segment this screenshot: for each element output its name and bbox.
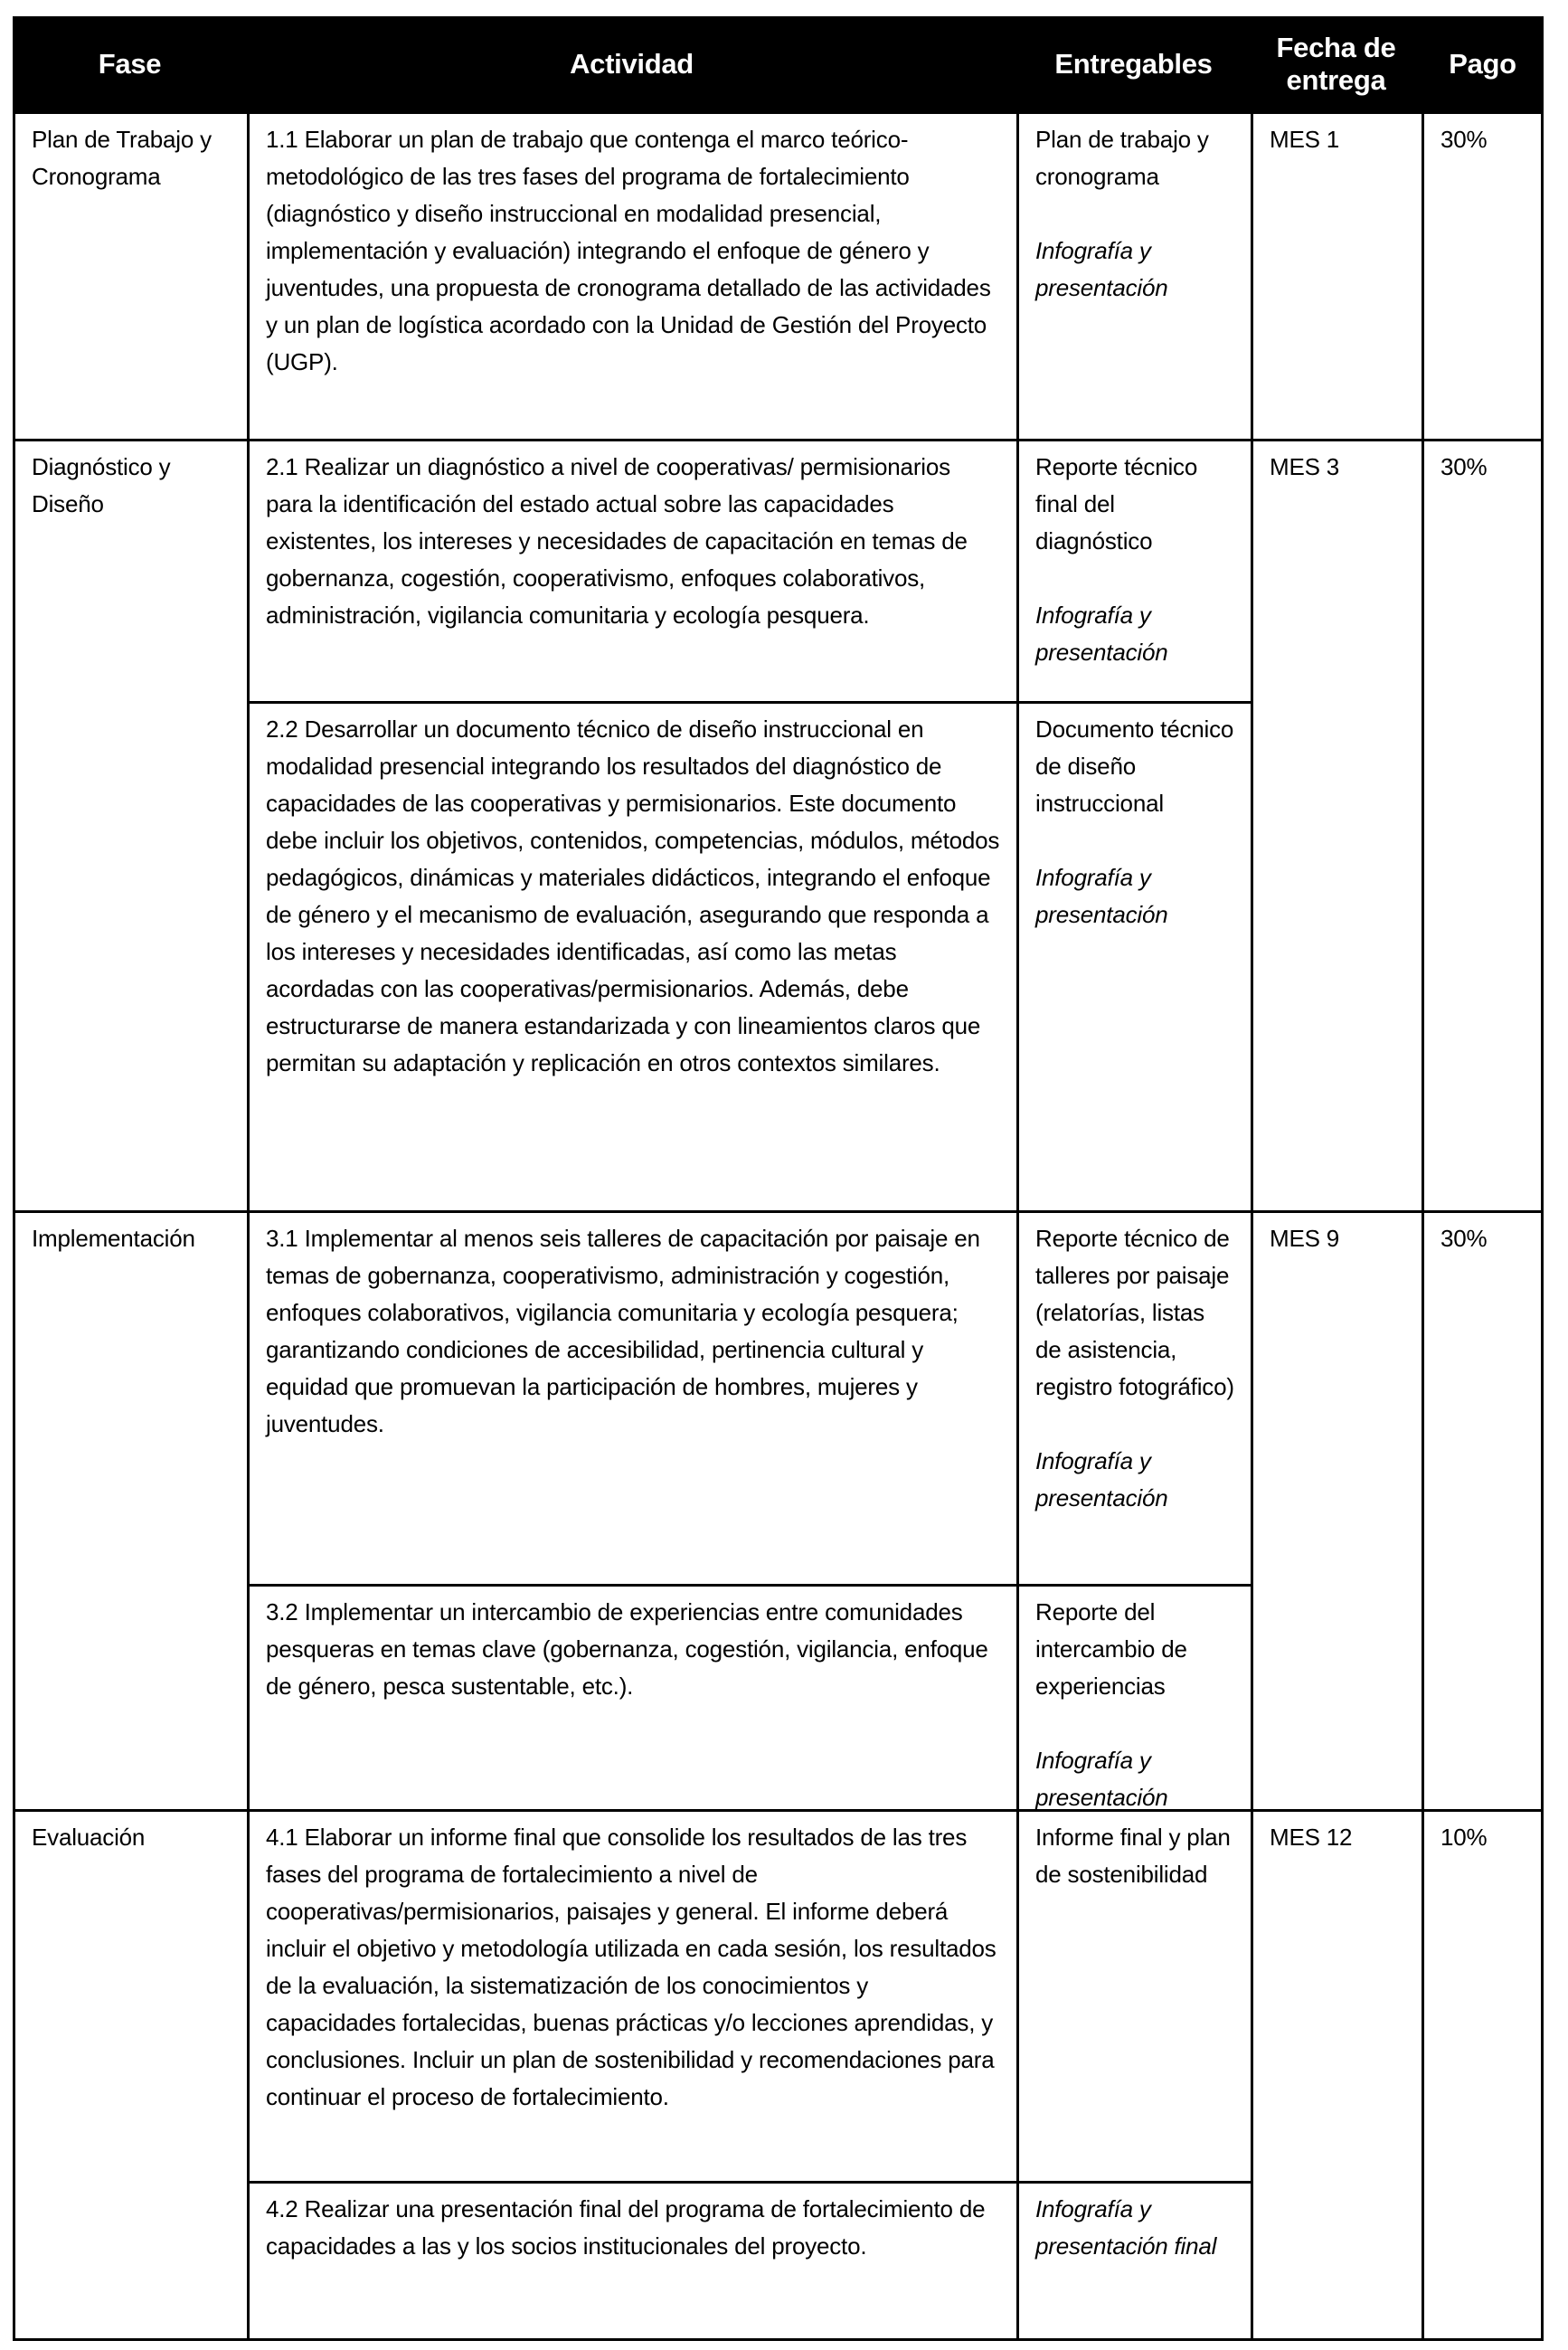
deliverable-text: Informe final y plan de sostenibilidad <box>1035 1824 1231 1888</box>
deliverable-italic-text: Infografía y presentación <box>1035 864 1168 928</box>
deliverable-cell <box>1016 1210 1253 1587</box>
activity-cell: 4.2 Realizar una presentación final del programa de fortalecimiento de capacidades a las y los socios institucionales del proyecto. <box>247 2181 1019 2341</box>
deliverable-text: Reporte del intercambio de experiencias <box>1035 1598 1187 1700</box>
header-entregables: Entregables <box>1016 16 1251 111</box>
activity-cell: 3.1 Implementar al menos seis talleres de capacitación por paisaje en temas de gobernanza, cooperativismo, administración y cogestión, enfoques colaborativos, vigilancia comunitaria y ecología pesquera; garantizando condiciones de accesibilidad, pertinencia cultural y equidad que promuevan la participación de hombres, mujeres y juventudes. <box>247 1210 1019 1587</box>
phase-cell: Implementación <box>13 1210 250 1812</box>
activity-cell: 2.1 Realizar un diagnóstico a nivel de cooperativas/ permisionarios para la identificación del estado actual sobre las capacidades existentes, los intereses y necesidades de capacitación en temas de gobernanza, cogestión, cooperativismo, enfoques colaborativos, administración, vigilancia comunitaria y ecología pesquera. <box>247 439 1019 704</box>
activity-cell: 2.2 Desarrollar un documento técnico de diseño instruccional en modalidad presencial integrando los resultados del diagnóstico de capacidades de las cooperativas y permisionarios. Este documento debe incluir los objetivos, contenidos, competencias, módulos, métodos pedagógicos, dinámicas y materiales didácticos, integrando el enfoque de género y el mecanismo de evaluación, asegurando que responda a los intereses y necesidades identificadas, así como las metas acordadas con las cooperativas/permisionarios. Además, debe estructurarse de manera estandarizada y con lineamientos claros que permitan su adaptación y replicación en otros contextos similares. <box>247 701 1019 1213</box>
deliverable-cell <box>1016 701 1253 1213</box>
deliverable-cell <box>1016 439 1253 704</box>
phase-cell: Evaluación <box>13 1809 250 2341</box>
deliverable-italic-text: Infografía y presentación <box>1035 1747 1168 1811</box>
payment-cell: 30% <box>1422 111 1544 441</box>
header-fecha-entrega: Fecha de entrega <box>1251 16 1422 111</box>
payment-cell: 30% <box>1422 1210 1544 1812</box>
deliverable-text: Reporte técnico de talleres por paisaje (relatorías, listas de asistencia, registro fotográfico) <box>1035 1225 1234 1400</box>
deliverable-italic-text: Infografía y presentación <box>1035 602 1168 666</box>
payment-cell: 10% <box>1422 1809 1544 2341</box>
deliverable-text: Plan de trabajo y cronograma <box>1035 126 1209 190</box>
due-date-cell: MES 9 <box>1251 1210 1424 1812</box>
activity-cell: 3.2 Implementar un intercambio de experiencias entre comunidades pesqueras en temas clave (gobernanza, cogestión, vigilancia, enfoque de género, pesca sustentable, etc.). <box>247 1584 1019 1812</box>
phase-cell: Diagnóstico y Diseño <box>13 439 250 1213</box>
deliverable-italic-text: Infografía y presentación <box>1035 237 1168 301</box>
header-pago: Pago <box>1422 16 1544 111</box>
deliverable-cell <box>1016 1809 1253 2184</box>
activity-cell: 4.1 Elaborar un informe final que consolide los resultados de las tres fases del programa de fortalecimiento a nivel de cooperativas/permisionarios, paisajes y general. El informe deberá incluir el objetivo y metodología utilizada en cada sesión, los resultados de la evaluación, la sistematización de los conocimientos y capacidades fortalecidas, buenas prácticas y/o lecciones aprendidas, y conclusiones. Incluir un plan de sostenibilidad y recomendaciones para continuar el proceso de fortalecimiento. <box>247 1809 1019 2184</box>
activity-cell: 1.1 Elaborar un plan de trabajo que contenga el marco teórico-metodológico de las tres fases del programa de fortalecimiento (diagnóstico y diseño instruccional en modalidad presencial, implementación y evaluación) integrando el enfoque de género y juventudes, una propuesta de cronograma detallado de las actividades y un plan de logística acordado con la Unidad de Gestión del Proyecto (UGP). <box>247 111 1019 441</box>
payment-cell: 30% <box>1422 439 1544 1213</box>
deliverable-cell <box>1016 2181 1253 2341</box>
deliverable-italic-text: Infografía y presentación final <box>1035 2195 1217 2260</box>
deliverable-text: Reporte técnico final del diagnóstico <box>1035 453 1198 554</box>
header-fase: Fase <box>13 16 247 111</box>
deliverables-table <box>13 16 1544 2341</box>
deliverable-italic-text: Infografía y presentación <box>1035 1447 1168 1511</box>
header-actividad: Actividad <box>247 16 1016 111</box>
deliverable-text: Documento técnico de diseño instruccional <box>1035 715 1234 817</box>
due-date-cell: MES 1 <box>1251 111 1424 441</box>
due-date-cell: MES 12 <box>1251 1809 1424 2341</box>
phase-cell: Plan de Trabajo y Cronograma <box>13 111 250 441</box>
deliverable-cell <box>1016 111 1253 441</box>
deliverable-cell <box>1016 1584 1253 1812</box>
due-date-cell: MES 3 <box>1251 439 1424 1213</box>
